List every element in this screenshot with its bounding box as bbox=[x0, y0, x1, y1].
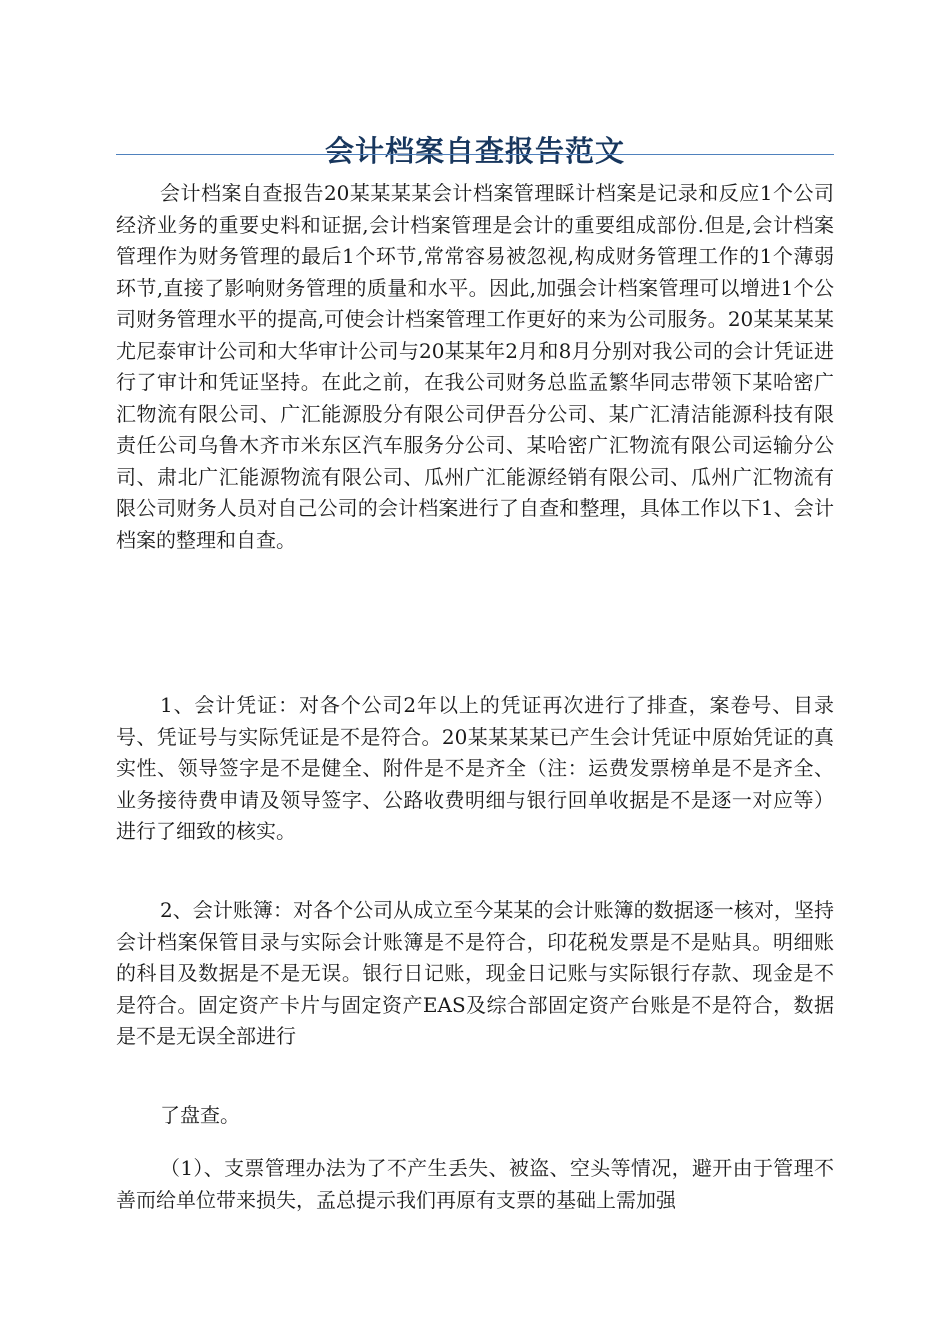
document-title: 会计档案自查报告范文 bbox=[324, 134, 625, 169]
title-underline bbox=[116, 154, 834, 155]
paragraph-intro: 会计档案自查报告20某某某某会计档案管理睬计档案是记录和反应1个公司经济业务的重要史料和证据,会计档案管理是会计的重要组成部份.但是,会计档案管理作为财务管理的最后1个环节,常常容易被忽视,构成财务管理工作的1个薄弱环节,直接了影响财务管理的质量和水平。因此,加强会计档案管理可以增进1个公司财务管理水平的提高,可使会计档案管理工作更好的来为公司服务。20某某某某尤尼泰审计公司和大华审计公司与20某某年2月和8月分别对我公司的会计凭证进行了审计和凭证坚持。在此之前，在我公司财务总监孟繁华同志带领下某哈密广汇物流有限公司、广汇能源股分有限公司伊吾分公司、某广汇清洁能源科技有限责任公司乌鲁木齐市米东区汽车服务分公司、某哈密广汇物流有限公司运输分公司、肃北广汇能源物流有限公司、瓜州广汇能源经销有限公司、瓜州广汇物流有限公司财务人员对自己公司的会计档案进行了自查和整理，具体工作以下1、会计档案的整理和自查。 bbox=[116, 181, 834, 552]
paragraph-ledgers: 2、会计账簿：对各个公司从成立至今某某的会计账簿的数据逐一核对，坚持会计档案保管目录与实际会计账簿是不是符合，印花税发票是不是贴具。明细账的科目及数据是不是无误。银行日记账，现金日记账与实际银行存款、现金是不是符合。固定资产卡片与固定资产EAS及综合部固定资产台账是不是符合，数据是不是无误全部进行 bbox=[116, 898, 834, 1048]
paragraph-vouchers: 1、会计凭证：对各个公司2年以上的凭证再次进行了排查，案卷号、目录号、凭证号与实际凭证是不是符合。20某某某某已产生会计凭证中原始凭证的真实性、领导签字是不是健全、附件是不是齐全（注：运费发票榜单是不是齐全、业务接待费申请及领导签字、公路收费明细与银行回单收据是不是逐一对应等）进行了细致的核实。 bbox=[116, 693, 834, 843]
paragraph-cheque-management: （1）、支票管理办法为了不产生丢失、被盗、空头等情况，避开由于管理不善而给单位带来损失，孟总提示我们再原有支票的基础上需加强 bbox=[116, 1156, 834, 1212]
paragraph-ledgers-continued: 了盘查。 bbox=[160, 1103, 240, 1127]
